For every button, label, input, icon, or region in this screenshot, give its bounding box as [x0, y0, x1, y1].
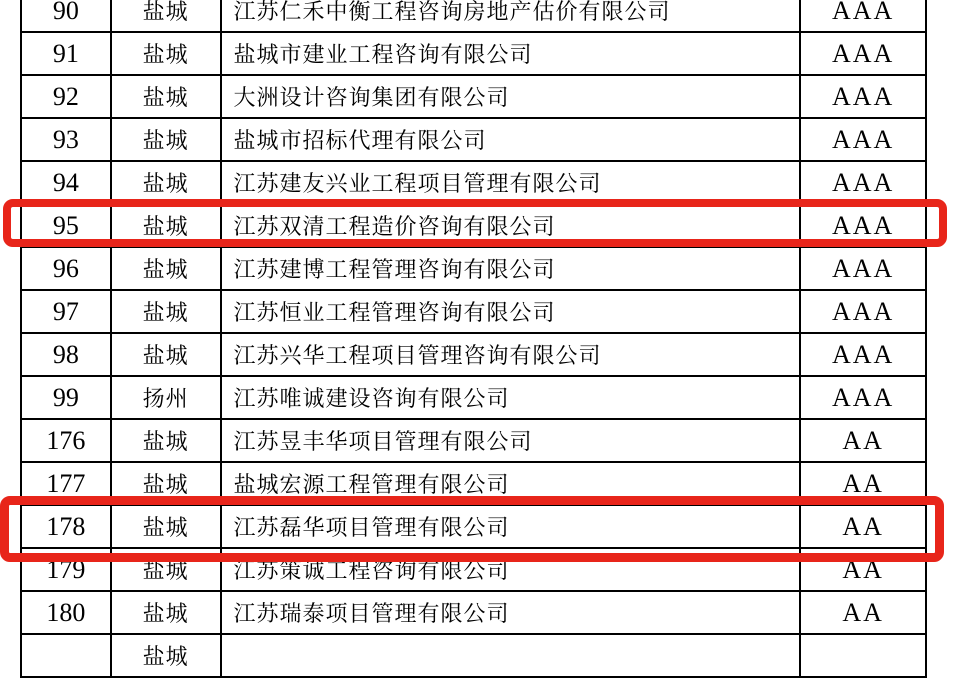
rating-cell: AAA	[801, 248, 927, 289]
rank-cell: 92	[22, 76, 112, 117]
company-cell: 盐城市建业工程咨询有限公司	[222, 33, 802, 74]
company-cell: 大洲设计咨询集团有限公司	[222, 76, 802, 117]
table-row	[22, 119, 927, 162]
city-cell: 盐城	[112, 33, 222, 74]
rank-cell: 94	[22, 162, 112, 203]
company-cell: 江苏策诚工程咨询有限公司	[222, 549, 802, 590]
city-cell: 盐城	[112, 248, 222, 289]
rating-table	[20, 0, 927, 678]
company-cell: 盐城宏源工程管理有限公司	[222, 463, 802, 504]
rank-cell: 96	[22, 248, 112, 289]
rank-cell: 180	[22, 592, 112, 633]
company-cell: 江苏昱丰华项目管理有限公司	[222, 420, 802, 461]
city-cell: 盐城	[112, 205, 222, 246]
company-cell: 江苏兴华工程项目管理咨询有限公司	[222, 334, 802, 375]
table-row	[22, 205, 927, 248]
table-row	[22, 635, 927, 678]
city-cell: 扬州	[112, 377, 222, 418]
company-cell: 江苏磊华项目管理有限公司	[222, 506, 802, 547]
rank-cell: 93	[22, 119, 112, 160]
rank-cell: 179	[22, 549, 112, 590]
rating-cell	[801, 635, 927, 676]
table-row	[22, 334, 927, 377]
rating-cell: AAA	[801, 334, 927, 375]
rating-cell: AAA	[801, 119, 927, 160]
company-cell: 江苏双清工程造价咨询有限公司	[222, 205, 802, 246]
rating-cell: AAA	[801, 291, 927, 332]
rating-cell: AAA	[801, 162, 927, 203]
city-cell: 盐城	[112, 463, 222, 504]
company-cell: 盐城市招标代理有限公司	[222, 119, 802, 160]
city-cell: 盐城	[112, 506, 222, 547]
city-cell: 盐城	[112, 119, 222, 160]
table-row	[22, 248, 927, 291]
rank-cell: 97	[22, 291, 112, 332]
city-cell: 盐城	[112, 76, 222, 117]
rank-cell	[22, 635, 112, 676]
table-row	[22, 592, 927, 635]
table-row	[22, 33, 927, 76]
table-row	[22, 549, 927, 592]
table-row	[22, 291, 927, 334]
table-row	[22, 420, 927, 463]
table-row	[22, 506, 927, 549]
rating-cell: AA	[801, 420, 927, 461]
rank-cell: 178	[22, 506, 112, 547]
table-row	[22, 76, 927, 119]
table-row	[22, 463, 927, 506]
rating-cell: AAA	[801, 377, 927, 418]
company-cell	[222, 635, 802, 676]
rating-cell: AAA	[801, 0, 927, 31]
rating-cell: AAA	[801, 205, 927, 246]
rank-cell: 177	[22, 463, 112, 504]
rank-cell: 98	[22, 334, 112, 375]
table-row	[22, 0, 927, 33]
rating-cell: AA	[801, 463, 927, 504]
city-cell: 盐城	[112, 162, 222, 203]
company-cell: 江苏建博工程管理咨询有限公司	[222, 248, 802, 289]
rank-cell: 91	[22, 33, 112, 74]
company-cell: 江苏仁禾中衡工程咨询房地产估价有限公司	[222, 0, 802, 31]
city-cell: 盐城	[112, 549, 222, 590]
rank-cell: 95	[22, 205, 112, 246]
city-cell: 盐城	[112, 291, 222, 332]
rating-cell: AA	[801, 506, 927, 547]
company-cell: 江苏唯诚建设咨询有限公司	[222, 377, 802, 418]
company-cell: 江苏恒业工程管理咨询有限公司	[222, 291, 802, 332]
rating-cell: AAA	[801, 33, 927, 74]
city-cell: 盐城	[112, 420, 222, 461]
rank-cell: 176	[22, 420, 112, 461]
rating-cell: AA	[801, 592, 927, 633]
table-row	[22, 377, 927, 420]
table-row	[22, 162, 927, 205]
city-cell: 盐城	[112, 334, 222, 375]
company-cell: 江苏瑞泰项目管理有限公司	[222, 592, 802, 633]
city-cell: 盐城	[112, 635, 222, 676]
company-cell: 江苏建友兴业工程项目管理有限公司	[222, 162, 802, 203]
rank-cell: 90	[22, 0, 112, 31]
rating-cell: AAA	[801, 76, 927, 117]
city-cell: 盐城	[112, 0, 222, 31]
rank-cell: 99	[22, 377, 112, 418]
rating-cell: AA	[801, 549, 927, 590]
city-cell: 盐城	[112, 592, 222, 633]
